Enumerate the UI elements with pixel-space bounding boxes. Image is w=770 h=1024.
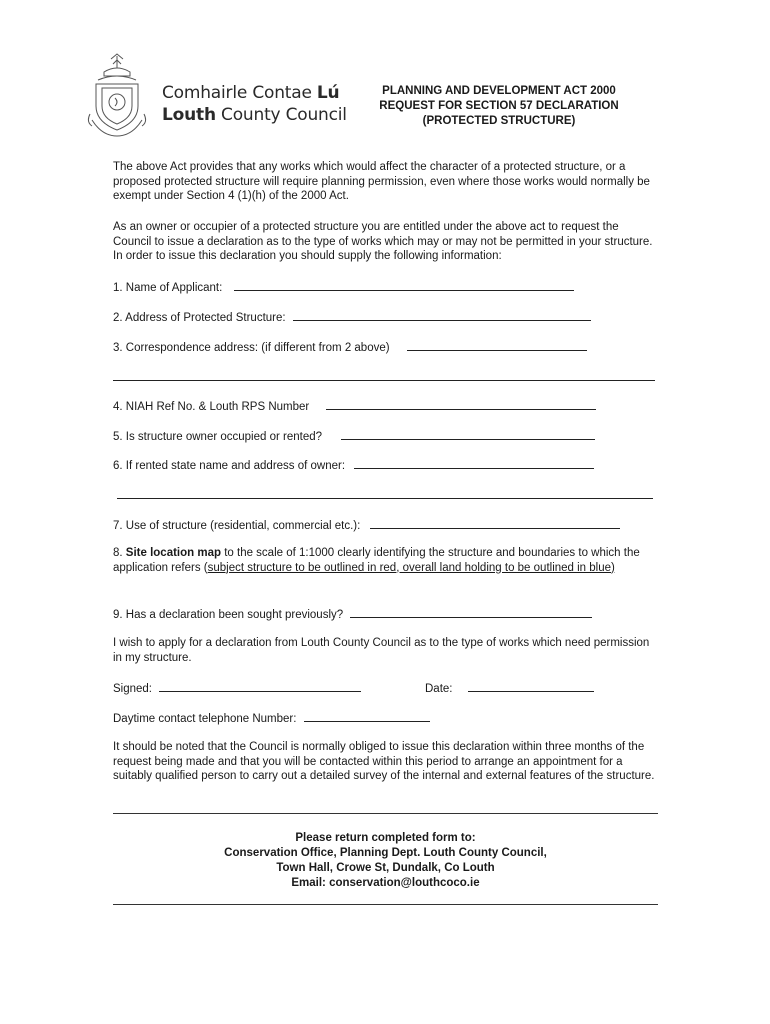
intro-paragraph-2: As an owner or occupier of a protected structure you are entitled under the above act to request the Council to issue a declaration as to the type of works which may or may not be permitted in your structure. In order to issue this declaration you should supply the following information: — [113, 221, 653, 262]
telephone-field[interactable] — [304, 711, 430, 722]
form-title — [355, 84, 643, 129]
field-row-correspondence-address — [113, 340, 587, 355]
structure-address-label: 2. Address of Protected Structure: — [113, 312, 286, 324]
brand-english-name — [162, 104, 347, 126]
field-row-telephone — [113, 711, 430, 726]
niah-ref-field[interactable] — [326, 399, 596, 410]
field-row-correspondence-continued — [113, 370, 655, 385]
owner-details-field-line-2[interactable] — [117, 488, 653, 499]
occupancy-label: 5. Is structure owner occupied or rented? — [113, 431, 323, 443]
title-line-1: PLANNING AND DEVELOPMENT ACT 2000 — [382, 85, 616, 97]
council-crest-icon — [82, 50, 152, 140]
applicant-name-label: 1. Name of Applicant: — [113, 282, 223, 294]
return-heading: Please return completed form to: — [295, 832, 476, 844]
structure-use-field[interactable] — [370, 518, 620, 529]
correspondence-address-field-line-2[interactable] — [113, 370, 655, 381]
field-row-structure-use — [113, 518, 620, 533]
site-map-underlined-text: subject structure to be outlined in red, overall land holding to be outlined in blue) — [207, 561, 615, 574]
brand-irish-bold: Lú — [316, 83, 340, 103]
divider-top — [113, 813, 658, 814]
field-row-occupancy — [113, 429, 595, 444]
structure-use-label: 7. Use of structure (residential, commercial etc.): — [113, 520, 361, 532]
field-row-owner-details — [113, 458, 594, 473]
niah-ref-label: 4. NIAH Ref No. & Louth RPS Number — [113, 401, 310, 413]
field-row-structure-address — [113, 310, 591, 325]
title-line-2: REQUEST FOR SECTION 57 DECLARATION — [379, 100, 619, 112]
date-field[interactable] — [468, 681, 594, 692]
brand-irish-name — [162, 82, 347, 104]
date-label: Date: — [425, 683, 453, 695]
field-row-previous-declaration — [113, 607, 592, 622]
processing-notice: It should be noted that the Council is normally obliged to issue this declaration within three months of the request being made and that you will be contacted within this period to arrange an appointment for a suitably qualified person to carry out a detailed survey of the internal and external features of the structure. — [113, 741, 655, 782]
divider-bottom — [113, 904, 658, 905]
return-office: Conservation Office, Planning Dept. Louth County Council, — [224, 847, 547, 859]
site-map-number: 8. — [113, 547, 126, 559]
council-brand — [162, 82, 347, 126]
telephone-label: Daytime contact telephone Number: — [113, 713, 297, 725]
brand-irish-text: Comhairle Contae — [162, 83, 317, 103]
return-instructions — [113, 831, 658, 891]
applicant-name-field[interactable] — [234, 280, 574, 291]
field-row-niah-ref — [113, 399, 596, 414]
previous-declaration-field[interactable] — [350, 607, 592, 618]
return-email: Email: conservation@louthcoco.ie — [291, 877, 480, 889]
previous-declaration-label: 9. Has a declaration been sought previously? — [113, 609, 344, 621]
owner-details-field[interactable] — [354, 458, 594, 469]
site-location-map-instruction — [113, 546, 658, 575]
field-row-owner-details-continued — [113, 488, 653, 503]
signature-field[interactable] — [159, 681, 361, 692]
occupancy-field[interactable] — [341, 429, 595, 440]
intro-paragraph-1: The above Act provides that any works which would affect the character of a protected structure, or a proposed protected structure will require planning permission, even where those works would normally be exempt under Section 4 (1)(h) of the 2000 Act. — [113, 161, 650, 202]
signed-label: Signed: — [113, 683, 153, 695]
owner-details-label: 6. If rented state name and address of owner: — [113, 460, 346, 472]
brand-english-bold: Louth — [162, 105, 216, 125]
structure-address-field[interactable] — [293, 310, 591, 321]
apply-statement: I wish to apply for a declaration from Louth County Council as to the type of works which need permission in my structure. — [113, 637, 650, 664]
brand-english-text: County Council — [215, 105, 347, 125]
field-row-date — [425, 681, 594, 696]
site-map-bold-label: Site location map — [125, 547, 222, 559]
correspondence-address-label: 3. Correspondence address: (if different from 2 above) — [113, 342, 390, 354]
field-row-signature — [113, 681, 361, 696]
field-row-applicant-name — [113, 280, 574, 295]
site-map-text: to the scale of 1:1000 clearly identifying the structure and boundaries to which the application refers ( — [113, 547, 640, 574]
return-address: Town Hall, Crowe St, Dundalk, Co Louth — [276, 862, 495, 874]
correspondence-address-field[interactable] — [407, 340, 587, 351]
title-line-3: (PROTECTED STRUCTURE) — [422, 115, 576, 127]
